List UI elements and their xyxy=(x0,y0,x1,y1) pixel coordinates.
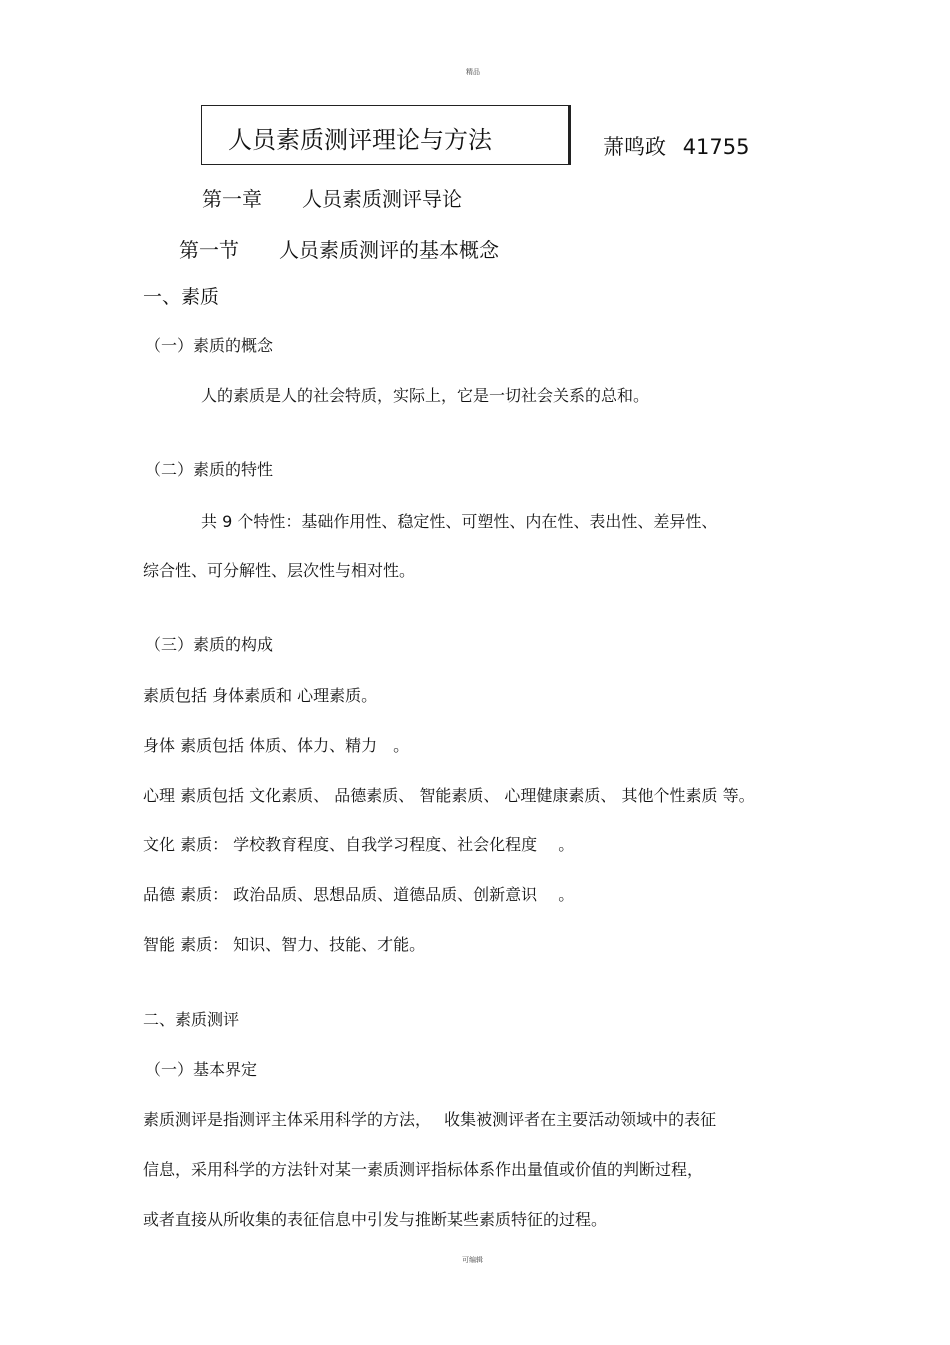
course-code: 41755 xyxy=(682,135,750,159)
part2-sub1-heading: （一）基本界定 xyxy=(145,1060,258,1079)
title-box xyxy=(201,105,571,165)
author: 萧鸣政 xyxy=(603,135,666,159)
part1-sub3-line: 品德 素质： 政治品质、思想品质、道德品质、创新意识 。 xyxy=(143,885,575,904)
part1-sub2-line1: 共 9 个特性：基础作用性、稳定性、可塑性、内在性、表出性、差异性、 xyxy=(201,512,718,531)
author-name xyxy=(603,131,750,161)
part2-heading: 二、素质测评 xyxy=(143,1010,240,1029)
part2-sub1-line: 信息，采用科学的方法针对某一素质测评指标体系作出量值或价值的判断过程， xyxy=(143,1160,704,1179)
header-watermark: 精品 xyxy=(466,68,480,76)
part1-sub3-line: 智能 素质： 知识、智力、技能、才能。 xyxy=(143,935,426,954)
part1-sub3-heading: （三）素质的构成 xyxy=(145,635,274,654)
chapter-heading: 第一章 人员素质测评导论 xyxy=(202,187,462,211)
part1-sub1-heading: （一）素质的概念 xyxy=(145,336,274,355)
part2-sub1-line: 或者直接从所收集的表征信息中引发与推断某些素质特征的过程。 xyxy=(143,1210,608,1229)
section-heading: 第一节 人员素质测评的基本概念 xyxy=(179,238,499,262)
part1-sub3-line: 文化 素质： 学校教育程度、自我学习程度、社会化程度 。 xyxy=(143,835,575,854)
document-title: 人员素质测评理论与方法 xyxy=(228,126,492,154)
footer-watermark: 可编辑 xyxy=(462,1256,483,1264)
part2-sub1-line: 素质测评是指测评主体采用科学的方法， 收集被测评者在主要活动领域中的表征 xyxy=(143,1110,717,1129)
part1-sub1-text: 人的素质是人的社会特质，实际上，它是一切社会关系的总和。 xyxy=(201,386,650,405)
part1-sub3-line: 心理 素质包括 文化素质、 品德素质、 智能素质、 心理健康素质、 其他个性素质 等。 xyxy=(143,786,755,805)
part1-heading: 一、素质 xyxy=(143,286,220,308)
part1-sub2-heading: （二）素质的特性 xyxy=(145,460,274,479)
part1-sub2-line2: 综合性、可分解性、层次性与相对性。 xyxy=(143,561,416,580)
part1-sub3-line: 素质包括 身体素质和 心理素质。 xyxy=(143,686,378,705)
part1-sub3-line: 身体 素质包括 体质、体力、精力 。 xyxy=(143,736,410,755)
